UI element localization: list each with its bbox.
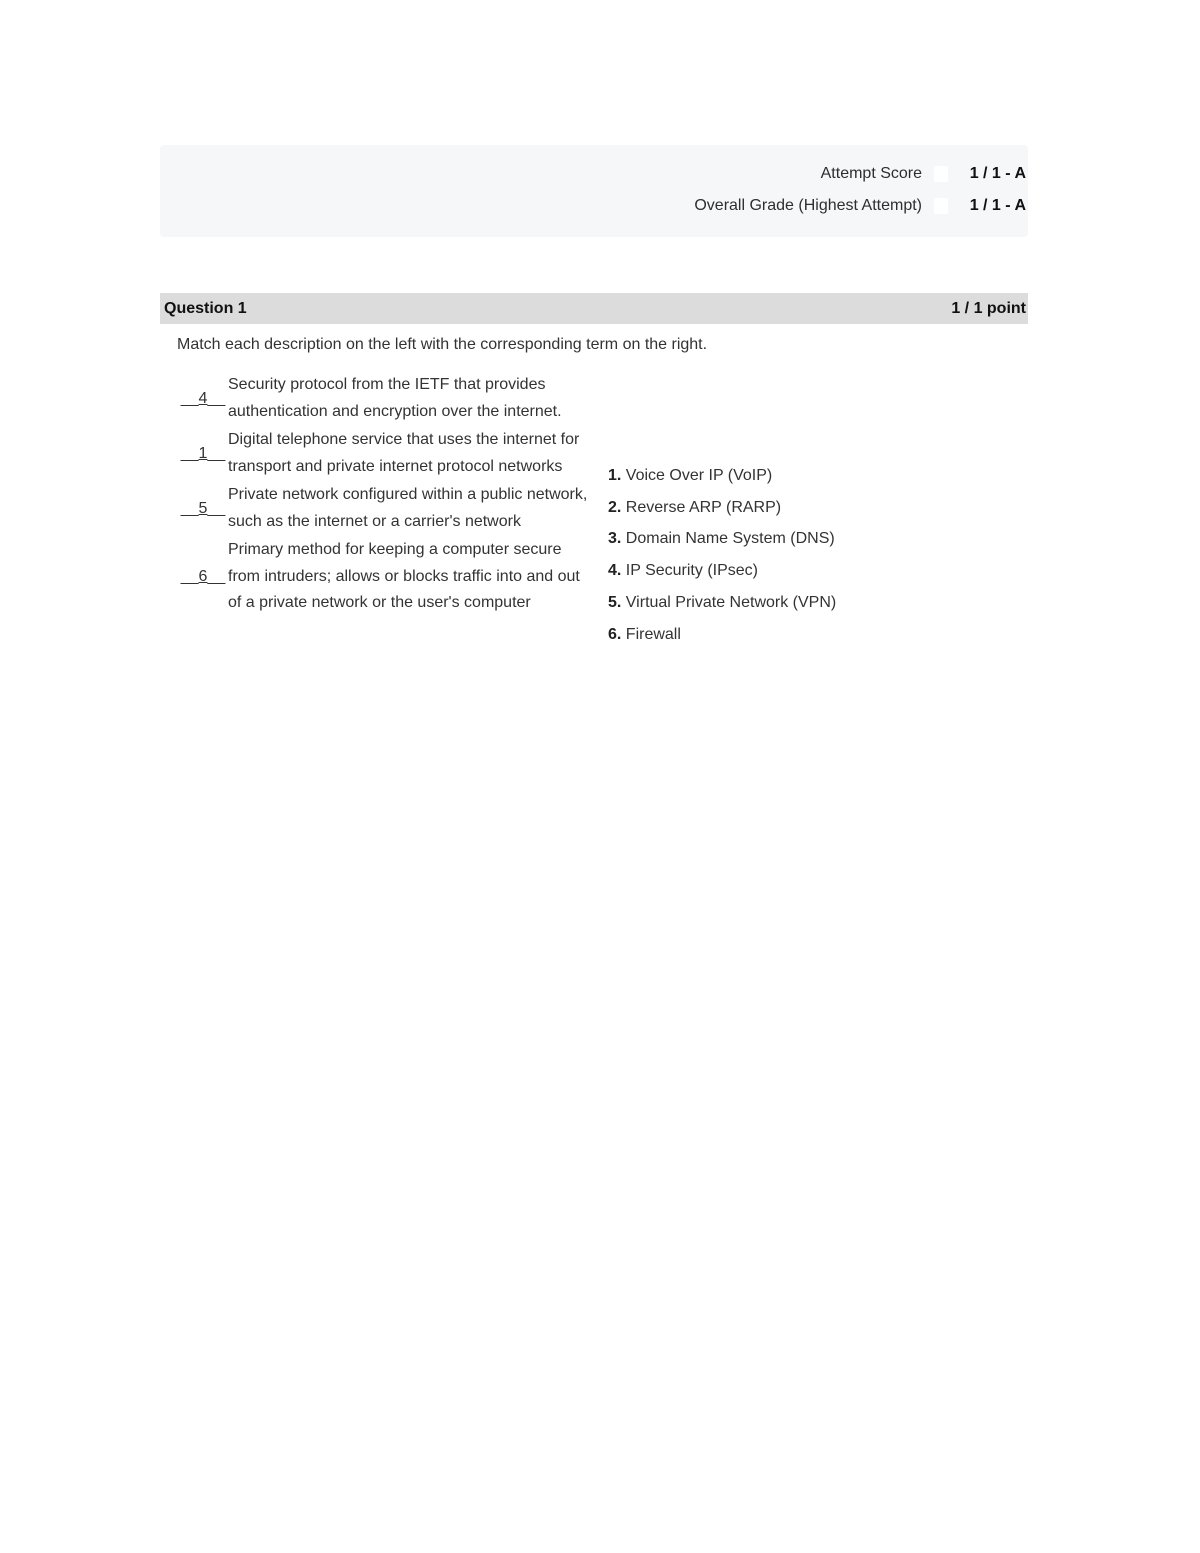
score-divider xyxy=(934,198,948,214)
question-points: 1 / 1 point xyxy=(951,299,1026,317)
answer-slot: __6__ xyxy=(180,567,226,585)
answer-slot: __4__ xyxy=(180,389,226,407)
term-label: Domain Name System (DNS) xyxy=(625,530,835,548)
attempt-score-label: Attempt Score xyxy=(820,165,922,182)
term-number: 2. xyxy=(608,498,622,516)
match-item xyxy=(178,427,598,480)
term-label: Reverse ARP (RARP) xyxy=(625,498,782,516)
term-item xyxy=(608,619,836,651)
score-summary xyxy=(160,145,1028,237)
match-item xyxy=(178,537,598,617)
match-description: Primary method for keeping a computer secure from intruders; allows or blocks traffic into and out of a private network or the user's computer xyxy=(228,541,580,611)
term-item xyxy=(608,460,836,492)
term-number: 1. xyxy=(608,467,622,484)
term-label: IP Security (IPsec) xyxy=(625,562,758,580)
term-number: 6. xyxy=(608,625,622,643)
term-label: Firewall xyxy=(625,625,681,643)
term-item xyxy=(608,587,836,619)
answer-slot: __5__ xyxy=(180,499,226,517)
question-header xyxy=(160,293,1028,324)
overall-grade-label: Overall Grade (Highest Attempt) xyxy=(694,197,922,214)
term-number: 4. xyxy=(608,562,622,580)
answer-slot: __1__ xyxy=(180,444,226,462)
answer-value: 6 xyxy=(198,567,208,585)
attempt-score-value: 1 / 1 - A xyxy=(969,165,1026,182)
match-description: Security protocol from the IETF that provides authentication and encryption over the internet. xyxy=(228,376,562,420)
term-label: Virtual Private Network (VPN) xyxy=(625,593,837,611)
term-number: 3. xyxy=(608,530,622,548)
score-divider xyxy=(934,166,948,182)
term-item xyxy=(608,523,836,555)
match-description: Private network configured within a public network, such as the internet or a carrier's network xyxy=(228,486,588,530)
overall-grade-value: 1 / 1 - A xyxy=(969,197,1026,214)
question-prompt: Match each description on the left with the corresponding term on the right. xyxy=(177,336,708,353)
match-item xyxy=(178,372,598,425)
answer-value: 1 xyxy=(198,444,208,462)
term-number: 5. xyxy=(608,593,622,611)
term-list xyxy=(608,460,836,650)
term-item xyxy=(608,492,836,524)
answer-value: 4 xyxy=(198,389,208,407)
overall-grade-row xyxy=(694,194,1026,218)
term-label: Voice Over IP (VoIP) xyxy=(625,467,773,484)
match-description: Digital telephone service that uses the internet for transport and private internet protocol networks xyxy=(228,431,580,475)
match-list xyxy=(178,372,598,619)
term-item xyxy=(608,555,836,587)
question-title: Question 1 xyxy=(164,299,247,317)
attempt-score-row xyxy=(821,162,1026,186)
answer-value: 5 xyxy=(198,499,208,517)
match-item xyxy=(178,482,598,535)
